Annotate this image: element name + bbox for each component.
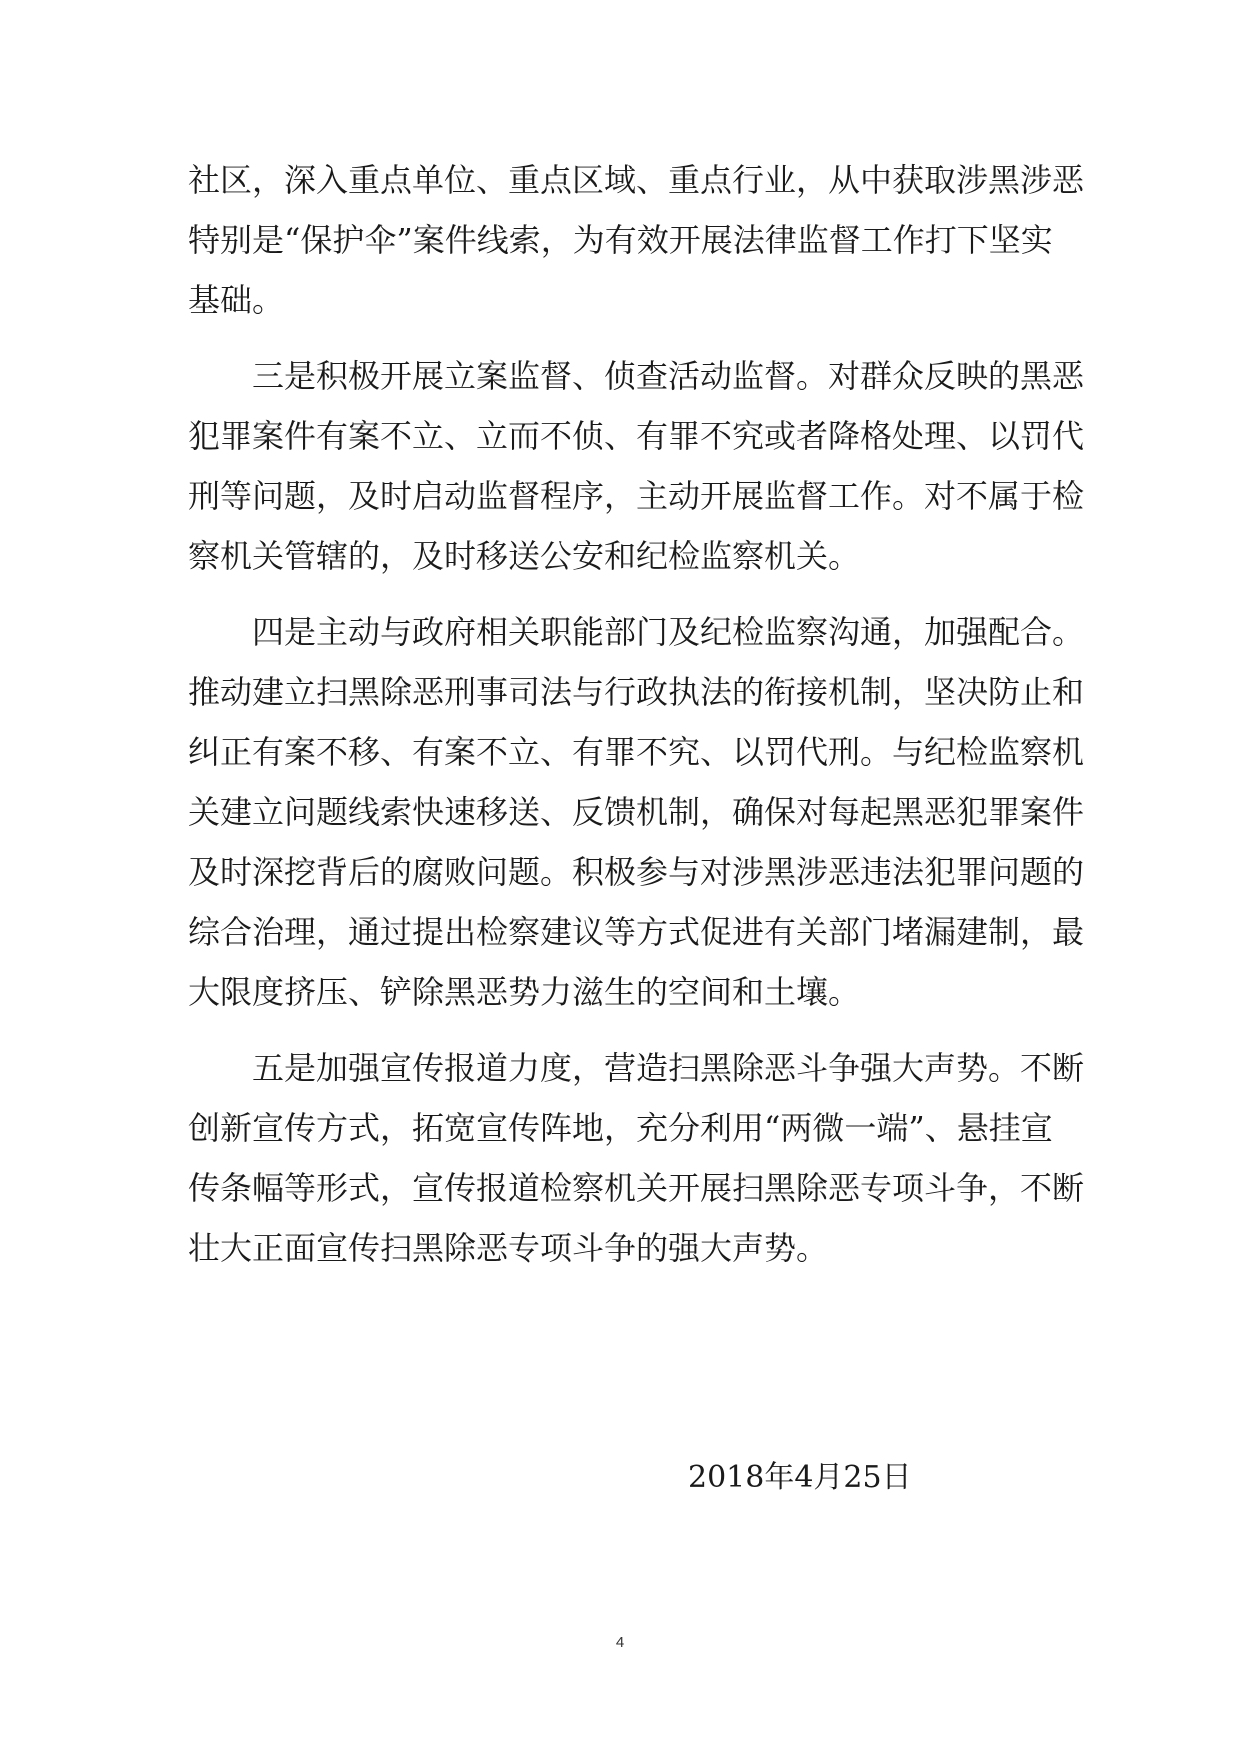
page-number: 4 xyxy=(615,1634,625,1651)
text-line: 推动建立扫黑除恶刑事司法与行政执法的衔接机制，坚决防止和 xyxy=(188,673,1085,711)
text-line: 五是加强宣传报道力度，营造扫黑除恶斗争强大声势。不断 xyxy=(252,1049,1085,1087)
text-line: 刑等问题，及时启动监督程序，主动开展监督工作。对不属于检 xyxy=(188,477,1085,515)
paragraph-2 xyxy=(188,346,1085,586)
text-line: 综合治理，通过提出检察建议等方式促进有关部门堵漏建制，最 xyxy=(188,913,1085,951)
text-line: 大限度挤压、铲除黑恶势力滋生的空间和土壤。 xyxy=(188,973,861,1011)
text-line: 特别是“保护伞”案件线索，为有效开展法律监督工作打下坚实 xyxy=(188,221,1053,259)
text-line: 察机关管辖的，及时移送公安和纪检监察机关。 xyxy=(188,537,861,575)
text-line: 传条幅等形式，宣传报道检察机关开展扫黑除恶专项斗争，不断 xyxy=(188,1169,1085,1207)
text-line: 四是主动与政府相关职能部门及纪检监察沟通，加强配合。 xyxy=(252,613,1085,651)
text-line: 关建立问题线索快速移送、反馈机制，确保对每起黑恶犯罪案件 xyxy=(188,793,1085,831)
text-line: 犯罪案件有案不立、立而不侦、有罪不究或者降格处理、以罚代 xyxy=(188,417,1085,455)
paragraph-4 xyxy=(188,1038,1085,1278)
paragraph-3 xyxy=(188,602,1085,1022)
paragraph-1 xyxy=(188,150,1085,330)
text-line: 三是积极开展立案监督、侦查活动监督。对群众反映的黑恶 xyxy=(252,357,1085,395)
document-body xyxy=(188,150,1085,1278)
text-line: 基础。 xyxy=(188,281,285,319)
text-line: 及时深挖背后的腐败问题。积极参与对涉黑涉恶违法犯罪问题的 xyxy=(188,853,1085,891)
document-date: 2018年4月25日 xyxy=(688,1460,912,1495)
text-line: 社区，深入重点单位、重点区域、重点行业，从中获取涉黑涉恶 xyxy=(188,161,1085,199)
text-line: 纠正有案不移、有案不立、有罪不究、以罚代刑。与纪检监察机 xyxy=(188,733,1085,771)
text-line: 创新宣传方式，拓宽宣传阵地，充分利用“两微一端”、悬挂宣 xyxy=(188,1109,1053,1147)
text-line: 壮大正面宣传扫黑除恶专项斗争的强大声势。 xyxy=(188,1229,829,1267)
